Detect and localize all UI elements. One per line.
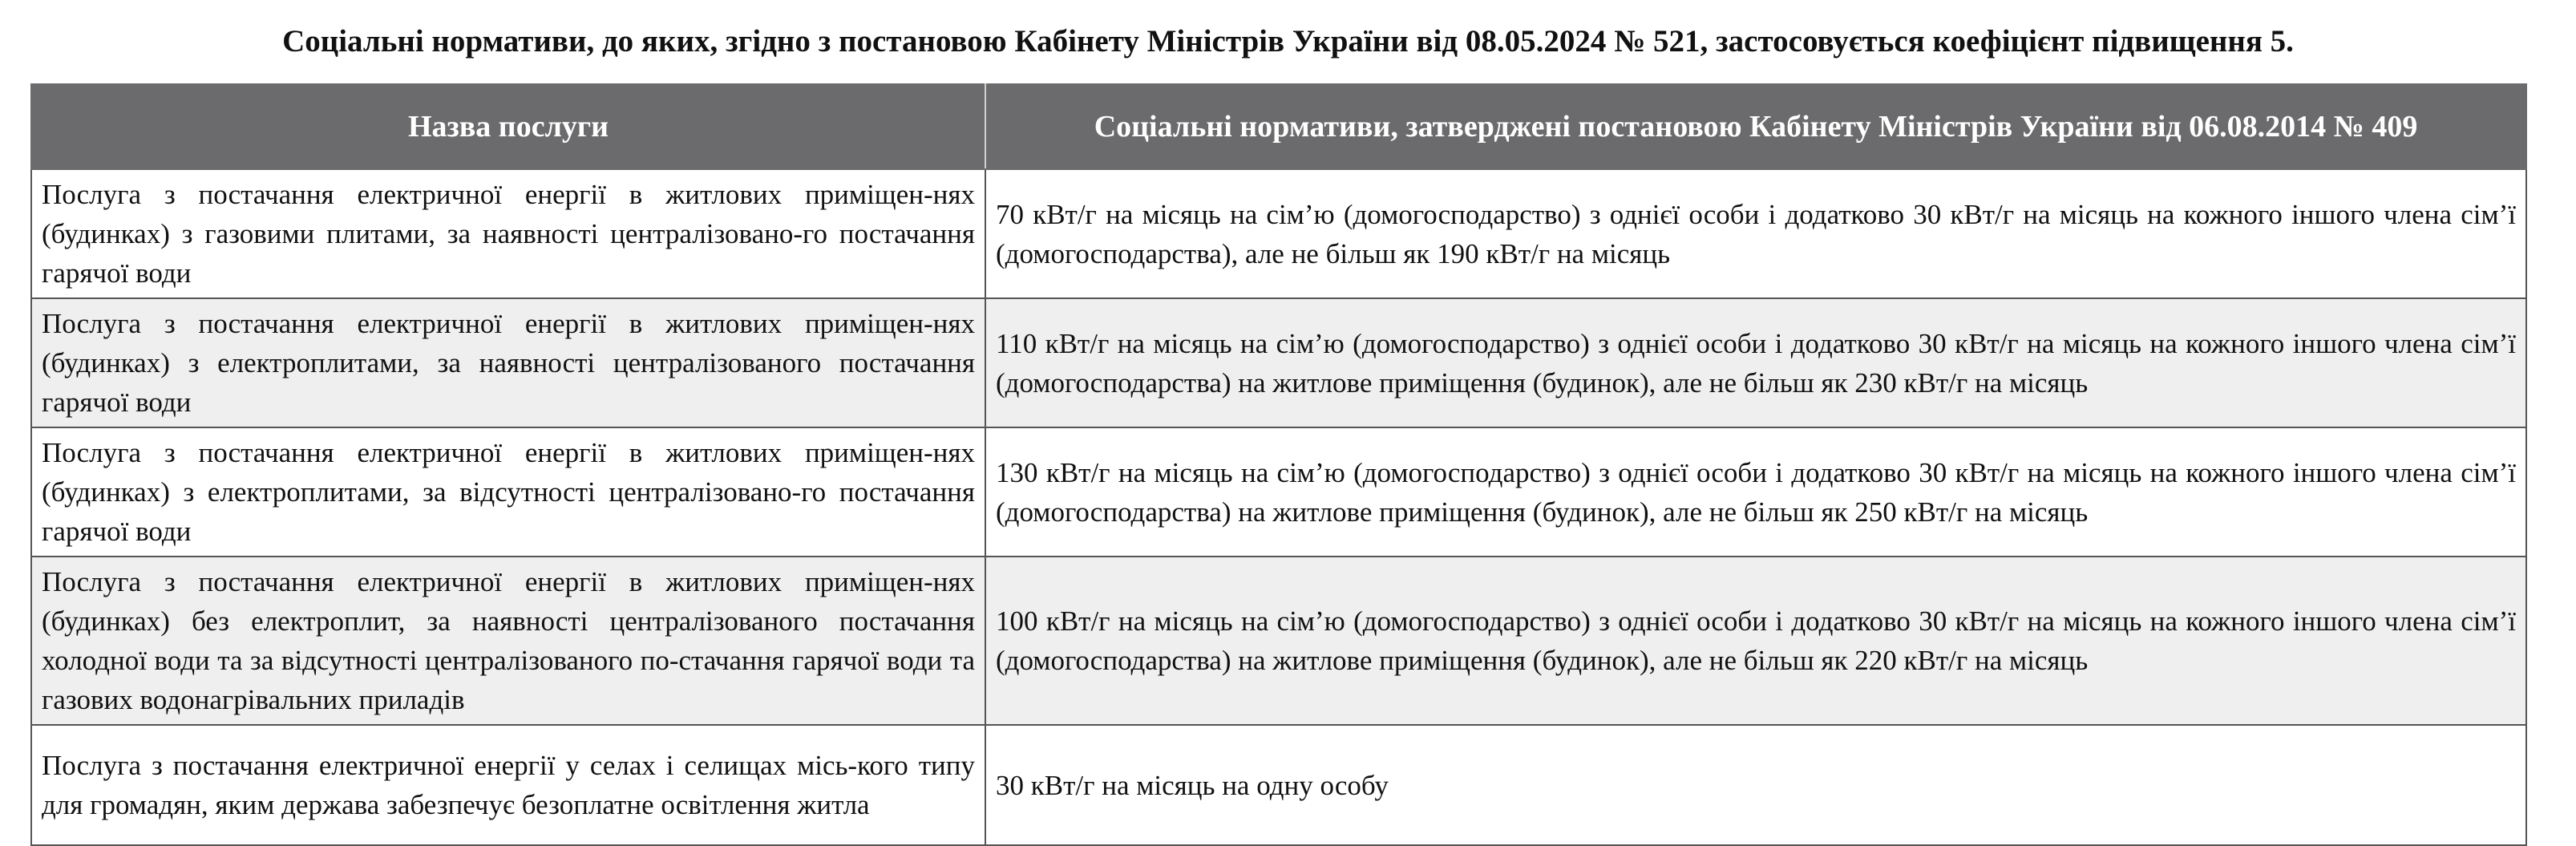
service-name-cell: Послуга з постачання електричної енергії в житлових приміщен-нях (будинках) з газовими плитами, за наявності централізовано-го постачання гарячої води bbox=[31, 169, 985, 298]
column-header-service: Назва послуги bbox=[31, 84, 985, 169]
table-header-row bbox=[31, 84, 2526, 169]
norm-cell: 130 кВт/г на місяць на сім’ю (домогосподарство) з однієї особи і додатково 30 кВт/г на місяць на кожного іншого члена сім’ї (домогосподарства) на житлове приміщення (будинок), але не більш як 250 кВт/г на місяць bbox=[985, 427, 2526, 557]
service-name-cell: Послуга з постачання електричної енергії у селах і селищах місь-кого типу для громадян, яким держава забезпечує безоплатне освітлення житла bbox=[31, 725, 985, 845]
service-name-cell: Послуга з постачання електричної енергії в житлових приміщен-нях (будинках) без електроплит, за наявності централізованого постачання холодної води та за відсутності централізованого по-стачання гарячої води та газових водонагрівальних приладів bbox=[31, 557, 985, 725]
service-name-cell: Послуга з постачання електричної енергії в житлових приміщен-нях (будинках) з електроплитами, за відсутності централізовано-го постачання гарячої води bbox=[31, 427, 985, 557]
table-row bbox=[31, 427, 2526, 557]
norm-cell: 100 кВт/г на місяць на сім’ю (домогосподарство) з однієї особи і додатково 30 кВт/г на місяць на кожного іншого члена сім’ї (домогосподарства) на житлове приміщення (будинок), але не більш як 220 кВт/г на місяць bbox=[985, 557, 2526, 725]
social-norms-table bbox=[30, 83, 2527, 846]
norm-cell: 110 кВт/г на місяць на сім’ю (домогосподарство) з однієї особи і додатково 30 кВт/г на місяць на кожного іншого члена сім’ї (домогосподарства) на житлове приміщення (будинок), але не більш як 230 кВт/г на місяць bbox=[985, 298, 2526, 427]
norm-cell: 30 кВт/г на місяць на одну особу bbox=[985, 725, 2526, 845]
table-row bbox=[31, 557, 2526, 725]
norm-cell: 70 кВт/г на місяць на сім’ю (домогосподарство) з однієї особи і додатково 30 кВт/г на місяць на кожного іншого члена сім’ї (домогосподарства), але не більш як 190 кВт/г на місяць bbox=[985, 169, 2526, 298]
page-title: Соціальні нормативи, до яких, згідно з постановою Кабінету Міністрів України від 08.05.2024 № 521, застосовується коефіцієнт підвищення 5. bbox=[282, 24, 2294, 59]
column-header-norms: Соціальні нормативи, затверджені постановою Кабінету Міністрів України від 06.08.2014 № 409 bbox=[985, 84, 2526, 169]
service-name-cell: Послуга з постачання електричної енергії в житлових приміщен-нях (будинках) з електроплитами, за наявності централізованого постачання гарячої води bbox=[31, 298, 985, 427]
table-row bbox=[31, 298, 2526, 427]
table-row bbox=[31, 725, 2526, 845]
table-row bbox=[31, 169, 2526, 298]
